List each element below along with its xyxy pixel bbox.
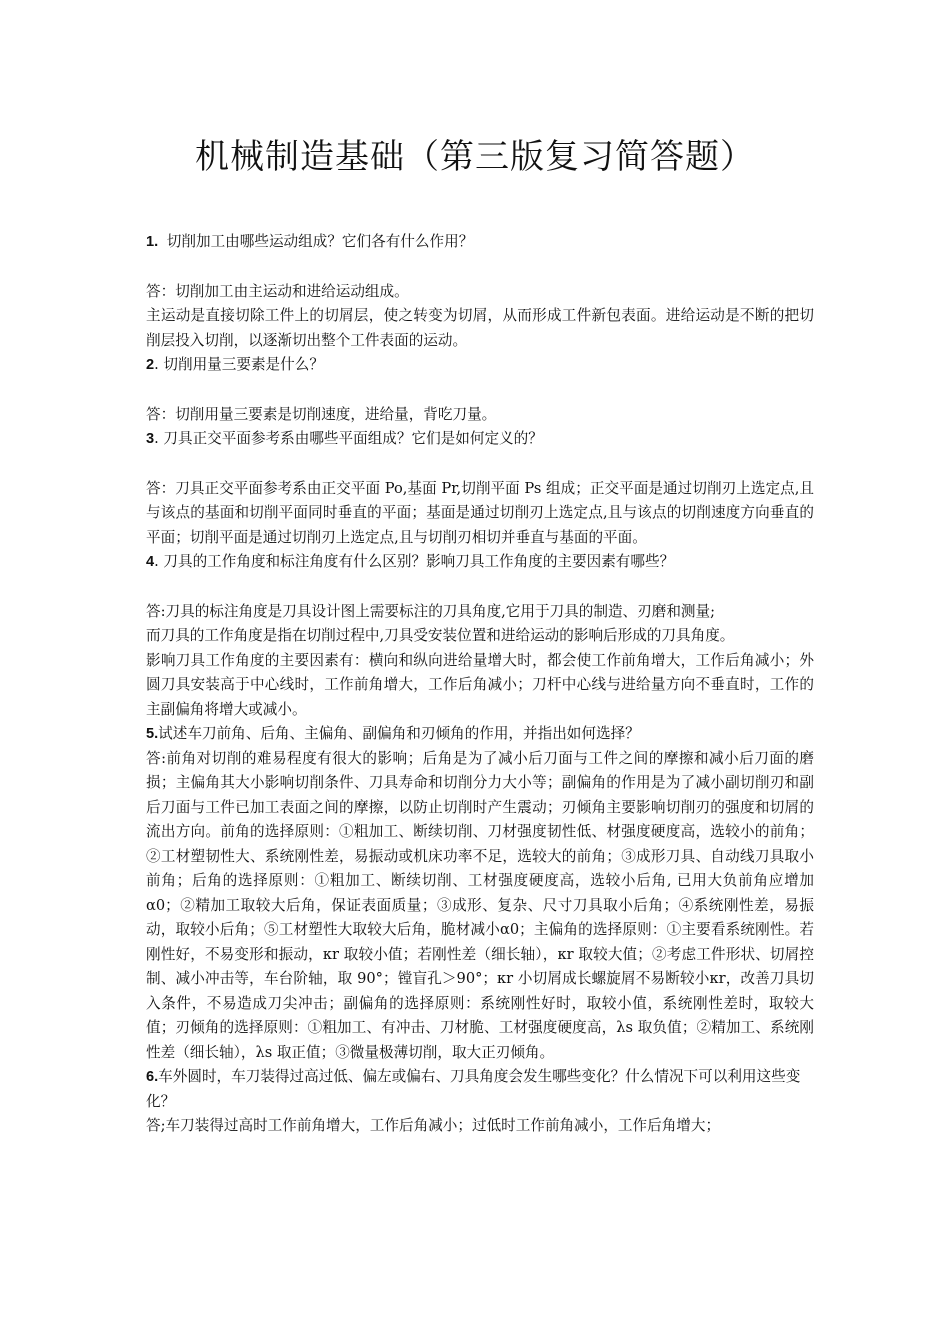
answer-1 — [146, 280, 814, 354]
question-number: 1. — [146, 234, 159, 250]
question-number: 3 — [146, 431, 155, 447]
document-title: 机械制造基础（第三版复习简答题） — [195, 137, 755, 177]
question-2 — [146, 353, 814, 378]
answer-paragraph: 答：切削加工由主运动和进给运动组成。 — [146, 282, 409, 300]
question-text: 试述车刀前角、后角、主偏角、副偏角和刃倾角的作用，并指出如何选择？ — [158, 725, 640, 742]
question-number: 4 — [146, 554, 155, 570]
spacer — [146, 378, 814, 403]
answer-paragraph: 答：切削用量三要素是切削速度，进给量，背吃刀量。 — [146, 405, 497, 423]
answer-6 — [146, 1114, 814, 1139]
answer-3 — [146, 477, 814, 551]
question-text: . 切削用量三要素是什么？ — [154, 356, 324, 373]
answer-paragraph: 而刀具的工作角度是指在切削过程中,刀具受安装位置和进给运动的影响后形成的刀具角度。 — [146, 627, 735, 644]
answer-4 — [146, 600, 814, 723]
answer-2 — [146, 403, 814, 428]
spacer — [146, 452, 814, 477]
question-number: 2 — [146, 357, 155, 373]
answer-paragraph: 影响刀具工作角度的主要因素有：横向和纵向进给量增大时，都会使工作前角增大，工作后角减小；外圆刀具安装高于中心线时，工作前角增大，工作后角减小；刀杆中心线与进给量方向不垂直时，工作的主副偏角将增大或减小。 — [146, 651, 814, 718]
answer-5 — [146, 747, 814, 1066]
question-text: 切削加工由哪些运动组成？它们各有什么作用？ — [162, 233, 474, 250]
spacer — [146, 575, 814, 600]
question-text: . 刀具正交平面参考系由哪些平面组成？它们是如何定义的？ — [154, 430, 543, 447]
qa-content — [146, 230, 814, 1139]
answer-paragraph: 主运动是直接切除工件上的切屑层，使之转变为切屑，从而形成工件新包表面。进给运动是不断的把切削层投入切削，以逐渐切出整个工件表面的运动。 — [146, 307, 814, 349]
question-5 — [146, 722, 814, 747]
question-text: . 刀具的工作角度和标注角度有什么区别？影响刀具工作角度的主要因素有哪些？ — [154, 553, 675, 570]
question-number: 5. — [146, 726, 159, 742]
answer-paragraph: 答：刀具正交平面参考系由正交平面 Po,基面 Pr,切削平面 Ps 组成；正交平面是通过切削刃上选定点,且与该点的基面和切削平面同时垂直的平面；基面是通过切削刃上选定点,且与该点的切削速度方向垂直的平面；切削平面是通过切削刃上选定点,且与切削刃相切并垂直与基面的平面。 — [146, 479, 814, 546]
question-1 — [146, 230, 814, 255]
question-text: 车外圆时，车刀装得过高过低、偏左或偏右、刀具角度会发生哪些变化？什么情况下可以利用这些变化？ — [146, 1068, 801, 1110]
answer-paragraph: 答:刀具的标注角度是刀具设计图上需要标注的刀具角度,它用于刀具的制造、刃磨和测量; — [146, 602, 716, 620]
question-4 — [146, 550, 814, 575]
question-3 — [146, 427, 814, 452]
question-6 — [146, 1065, 814, 1114]
answer-paragraph: 答:前角对切削的难易程度有很大的影响；后角是为了减小后刀面与工件之间的摩擦和减小后刀面的磨损；主偏角其大小影响切削条件、刀具寿命和切削分力大小等；副偏角的作用是为了减小副切削刃和副后刀面与工件已加工表面之间的摩擦，以防止切削时产生震动；刃倾角主要影响切削刃的强度和切屑的流出方向。前角的选择原则：①粗加工、断续切削、刀材强度韧性低、材强度硬度高，选较小的前角；②工材塑韧性大、系统刚性差，易振动或机床功率不足，选较大的前角；③成形刀具、自动线刀具取小前角；后角的选择原则：①粗加工、断续切削、工材强度硬度高，选较小后角, 已用大负前角应增加α0；②精加工取较大后角，保证表面质量；③成形、复杂、尺寸刀具取小后角；④系统刚性差，易振动，取较小后角；⑤工材塑性大取较大后角，脆材减小α0；主偏角的选择原则：①主要看系统刚性。若刚性好，不易变形和振动，κr 取较小值；若刚性差（细长轴），κr 取较大值；②考虑工件形状、切屑控制、减小冲击等，车台阶轴，取 90°；镗盲孔＞90°；κr 小切屑成长螺旋屑不易断较小κr，改善刀具切入条件，不易造成刀尖冲击；副偏角的选择原则：系统刚性好时，取较小值，系统刚性差时，取较大值；刃倾角的选择原则：①粗加工、有冲击、刀材脆、工材强度硬度高，λs 取负值；②精加工、系统刚性差（细长轴），λs 取正值；③微量极薄切削，取大正刃倾角。 — [146, 749, 814, 1061]
answer-paragraph: 答;车刀装得过高时工作前角增大，工作后角减小；过低时工作前角减小，工作后角增大； — [146, 1117, 721, 1134]
question-number: 6. — [146, 1069, 159, 1085]
spacer — [146, 255, 814, 280]
